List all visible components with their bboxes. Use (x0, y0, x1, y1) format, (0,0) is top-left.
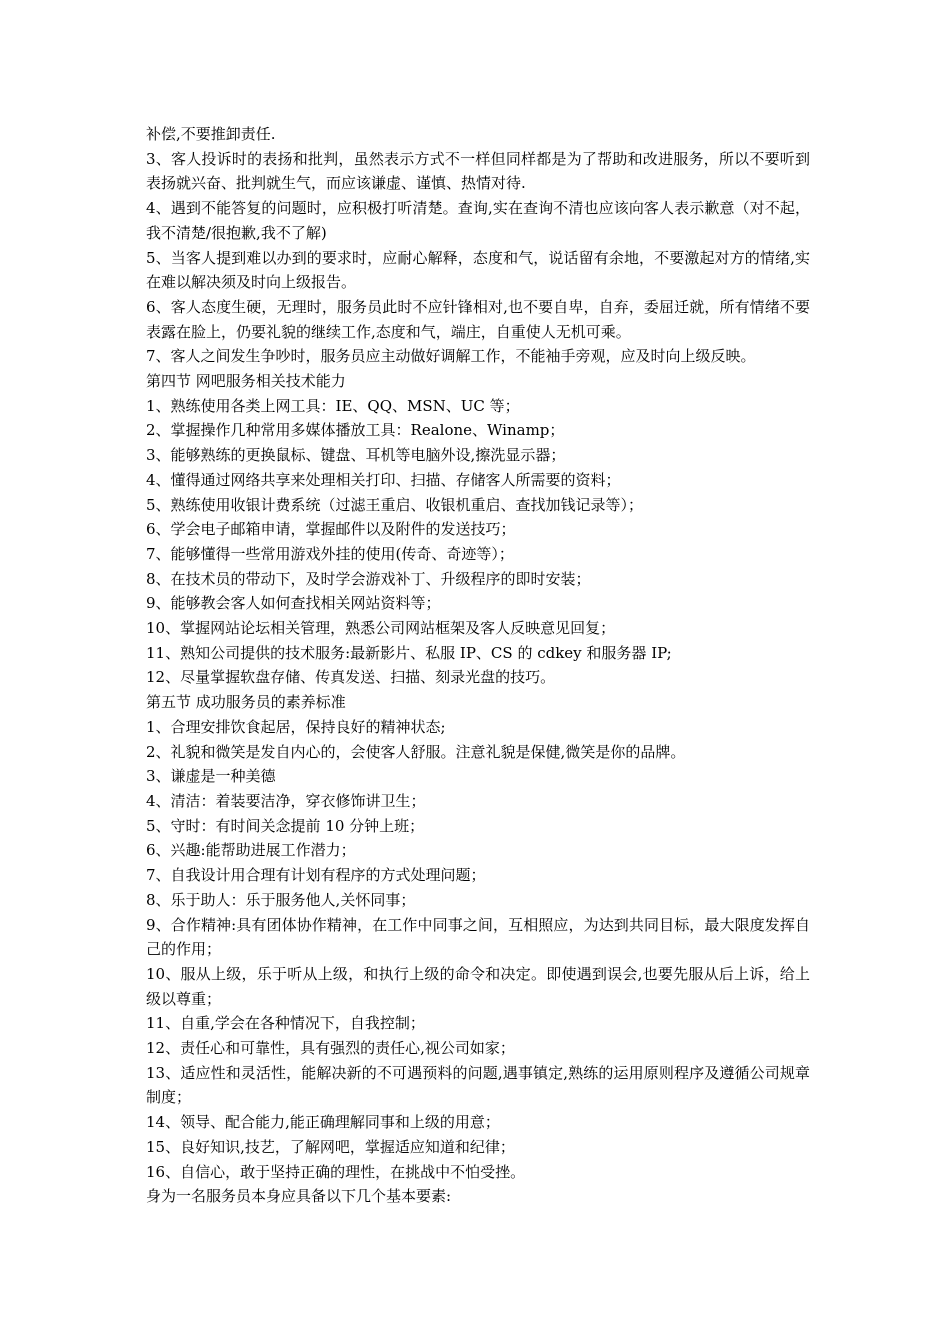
list-item: 3、能够熟练的更换鼠标、键盘、耳机等电脑外设,擦洗显示器； (146, 446, 566, 465)
list-item: 2、礼貌和微笑是发自内心的，会使客人舒服。注意礼貌是保健,微笑是你的品牌。 (146, 742, 686, 761)
document-body (146, 122, 810, 1209)
paragraph-item-3-praise-criticism: 3、客人投诉时的表扬和批判，虽然表示方式不一样但同样都是为了帮助和改进服务，所以不要听到表扬就兴奋、批判就生气，而应该谦虚、谨慎、热情对待. (146, 149, 810, 193)
list-item: 10、掌握网站论坛相关管理，熟悉公司网站框架及客人反映意见回复； (146, 619, 616, 638)
list-item: 13、适应性和灵活性，能解决新的不可遇预料的问题,遇事镇定,熟练的运用原则程序及遵循公司规章制度； (146, 1063, 810, 1107)
list-item: 16、自信心，敢于坚持正确的理性，在挑战中不怕受挫。 (146, 1162, 526, 1181)
list-item: 4、懂得通过网络共享来处理相关打印、扫描、存储客人所需要的资料； (146, 470, 621, 489)
list-item: 12、责任心和可靠性，具有强烈的责任心,视公司如家； (146, 1039, 515, 1058)
list-item: 6、兴趣:能帮助进展工作潜力； (146, 841, 356, 860)
paragraph-item-5-difficult-request: 5、当客人提到难以办到的要求时，应耐心解释，态度和气，说话留有余地，不要激起对方的情绪,实在难以解决须及时向上级报告。 (146, 248, 810, 292)
list-item: 1、合理安排饮食起居，保持良好的精神状态; (146, 717, 446, 736)
list-item: 11、熟知公司提供的技术服务:最新影片、私服 IP、CS 的 cdkey 和服务器 IP; (146, 643, 672, 662)
list-item: 11、自重,学会在各种情况下，自我控制； (146, 1014, 425, 1033)
paragraph-compensation: 补偿,不要推卸责任. (146, 125, 276, 143)
list-item: 8、乐于助人：乐于服务他人,关怀同事； (146, 890, 416, 909)
list-item: 2、掌握操作几种常用多媒体播放工具：Realone、Winamp； (146, 421, 565, 440)
list-item: 7、能够懂得一些常用游戏外挂的使用(传奇、奇迹等）； (146, 544, 514, 563)
list-item: 5、熟练使用收银计费系统（过滤王重启、收银机重启、查找加钱记录等）； (146, 495, 644, 514)
list-item: 9、能够教会客人如何查找相关网站资料等； (146, 594, 441, 613)
paragraph-item-7-customer-quarrel: 7、客人之间发生争吵时，服务员应主动做好调解工作，不能袖手旁观，应及时向上级反映。 (146, 347, 756, 366)
paragraph-item-4-unanswerable: 4、遇到不能答复的问题时，应积极打听清楚。查询,实在查询不清也应该向客人表示歉意（对不起，我不清楚/很抱歉,我不了解) (146, 199, 810, 242)
list-item: 8、在技术员的带动下，及时学会游戏补丁、升级程序的即时安装； (146, 569, 591, 588)
list-item: 7、自我设计用合理有计划有程序的方式处理问题； (146, 866, 486, 885)
list-item: 12、尽量掌握软盘存储、传真发送、扫描、刻录光盘的技巧。 (146, 668, 556, 687)
list-item: 15、良好知识,技艺，了解网吧，掌握适应知道和纪律； (146, 1137, 515, 1156)
paragraph-item-6-rude-customer: 6、客人态度生硬，无理时，服务员此时不应针锋相对,也不要自卑，自弃，委屈迁就，所有情绪不要表露在脸上，仍要礼貌的继续工作,态度和气，端庄，自重使人无机可乘。 (146, 297, 810, 341)
closing-paragraph: 身为一名服务员本身应具备以下几个基本要素: (146, 1187, 452, 1206)
list-item: 10、服从上级，乐于听从上级，和执行上级的命令和决定。即使遇到误会,也要先服从后上诉，给上级以尊重； (146, 964, 810, 1008)
list-item: 1、熟练使用各类上网工具：IE、QQ、MSN、UC 等； (146, 396, 520, 415)
list-item: 9、合作精神:具有团体协作精神，在工作中同事之间，互相照应，为达到共同目标，最大限度发挥自己的作用； (146, 915, 810, 959)
list-item: 4、清洁：着装要洁净，穿衣修饰讲卫生； (146, 791, 426, 810)
list-item: 6、学会电子邮箱申请，掌握邮件以及附件的发送技巧； (146, 520, 516, 539)
list-item: 14、领导、配合能力,能正确理解同事和上级的用意； (146, 1113, 500, 1132)
section-heading-5: 第五节 成功服务员的素养标准 (146, 693, 346, 712)
list-item: 5、守时：有时间关念提前 10 分钟上班； (146, 816, 425, 835)
list-item: 3、谦虚是一种美德 (146, 767, 276, 786)
section-heading-4: 第四节 网吧服务相关技术能力 (146, 372, 346, 391)
